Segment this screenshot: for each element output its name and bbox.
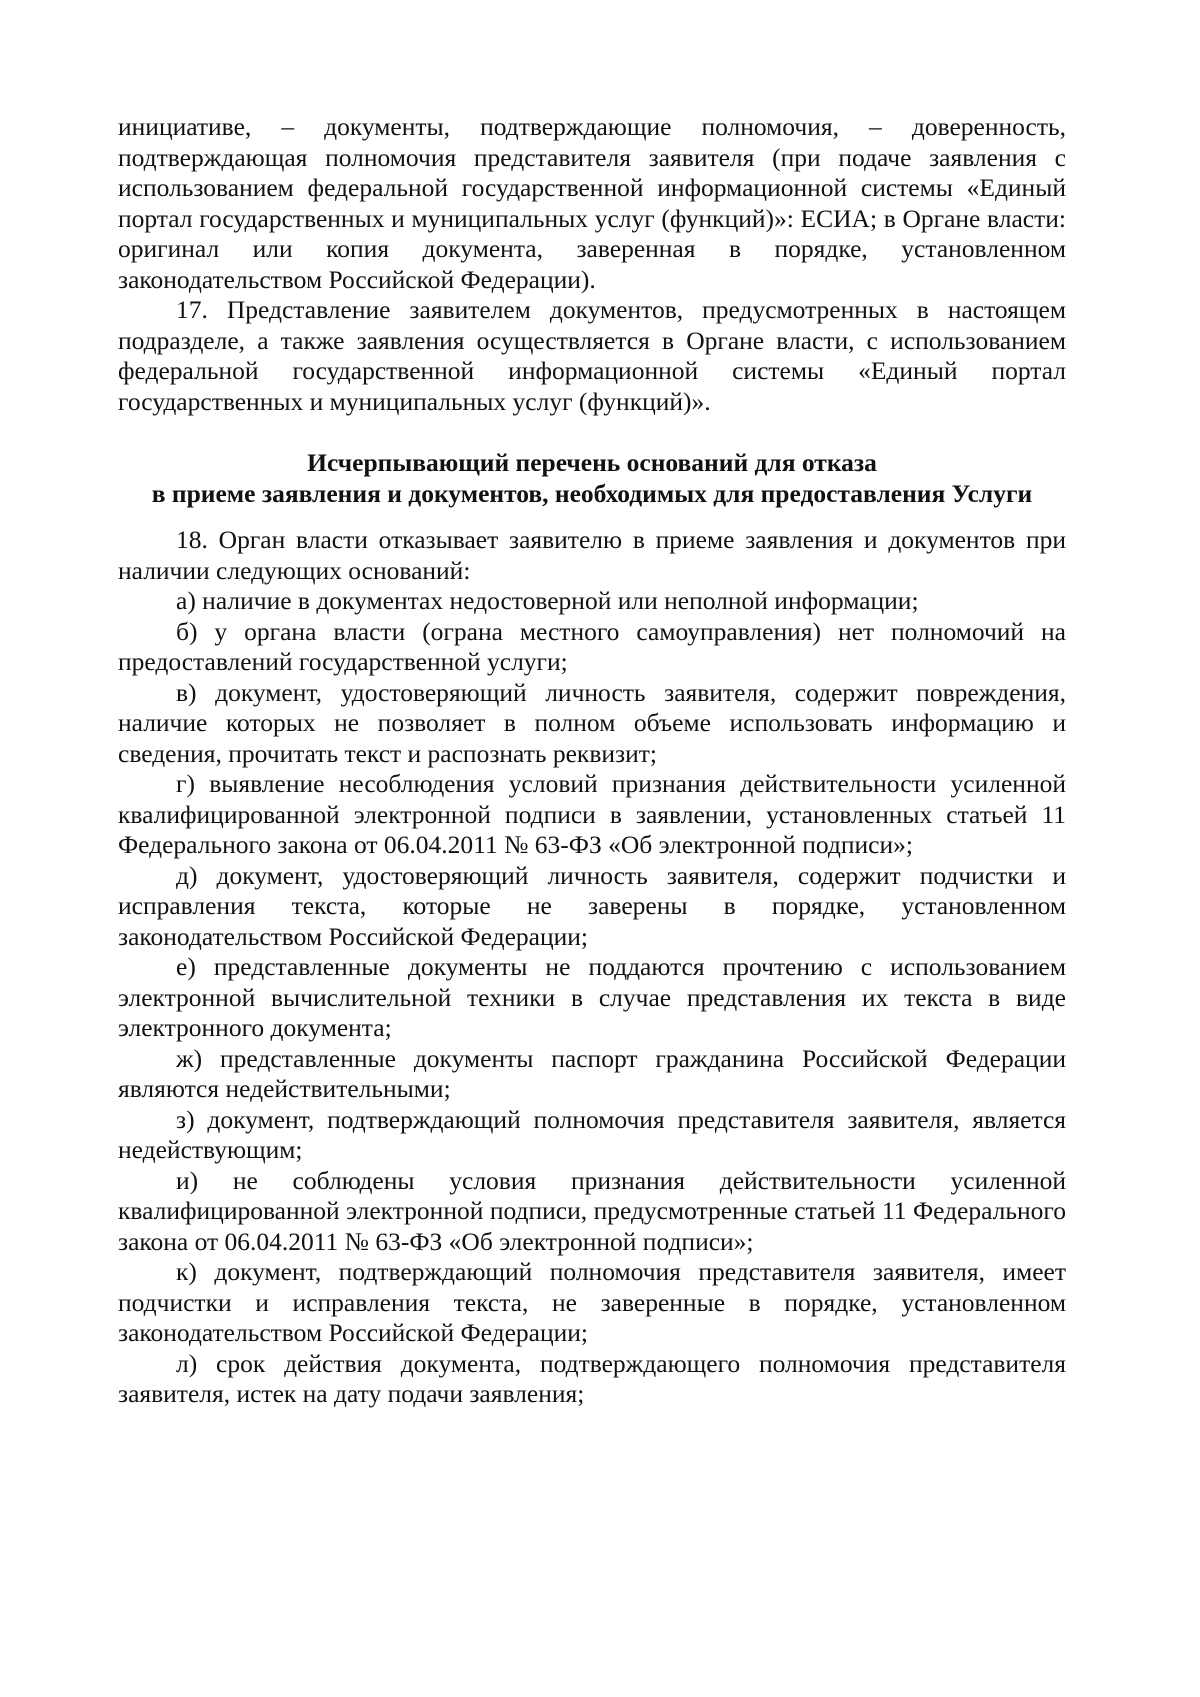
ground-zh: ж) представленные документы паспорт гражданина Российской Федерации являются недействительными; <box>118 1043 1066 1103</box>
ground-z: з) документ, подтверждающий полномочия представителя заявителя, является недействующим; <box>118 1104 1066 1164</box>
ground-e: е) представленные документы не поддаются прочтению с использованием электронной вычислительной техники в случае представления их текста в виде электронного документа; <box>118 952 1066 1042</box>
ground-k: к) документ, подтверждающий полномочия представителя заявителя, имеет подчистки и исправления текста, не заверенные в порядке, установленном законодательством Российской Федерации; <box>118 1257 1066 1347</box>
ground-l: л) срок действия документа, подтверждающего полномочия представителя заявителя, истек на дату подачи заявления; <box>118 1348 1066 1408</box>
ground-v: в) документ, удостоверяющий личность заявителя, содержит повреждения, наличие которых не позволяет в полном объеме использовать информацию и сведения, прочитать текст и распознать реквизит; <box>118 677 1066 768</box>
section-heading-line-1: Исчерпывающий перечень оснований для отказа <box>307 448 877 477</box>
ground-d: д) документ, удостоверяющий личность заявителя, содержит подчистки и исправления текста, которые не заверены в порядке, установленном законодательством Российской Федерации; <box>118 860 1066 951</box>
ground-i: и) не соблюдены условия признания действительности усиленной квалифицированной электронной подписи, предусмотренные статьей 11 Федерального закона от 06.04.2011 № 63-ФЗ «Об электронной подписи»; <box>118 1165 1066 1256</box>
ground-a: а) наличие в документах недостоверной или неполной информации; <box>176 586 919 615</box>
item-17-paragraph: 17. Представление заявителем документов, предусмотренных в настоящем подразделе, а также заявления осуществляется в Органе власти, с использованием федеральной государственной информационной системы «Единый портал государственных и муниципальных услуг (функций)». <box>118 295 1066 416</box>
item-18-paragraph: 18. Орган власти отказывает заявителю в приеме заявления и документов при наличии следующих оснований: <box>118 525 1066 585</box>
spacer <box>118 509 1066 525</box>
spacer <box>118 417 1066 447</box>
document-page <box>118 112 1066 1410</box>
intro-continuation-paragraph: инициативе, – документы, подтверждающие полномочия, – доверенность, подтверждающая полномочия представителя заявителя (при подаче заявления с использованием федеральной государственной информационной системы «Единый портал государственных и муниципальных услуг (функций)»: ЕСИА; в Органе власти: оригинал или копия документа, заверенная в порядке, установленном законодательством Российской Федерации). <box>118 112 1066 294</box>
ground-b: б) у органа власти (огрaна местного самоуправления) нет полномочий на предоставлений государственной услуги; <box>118 616 1066 676</box>
ground-g: г) выявление несоблюдения условий признания действительности усиленной квалифицированной электронной подписи в заявлении, установленных статьей 11 Федерального закона от 06.04.2011 № 63-ФЗ «Об электронной подписи»; <box>118 769 1066 859</box>
section-heading-line-2: в приеме заявления и документов, необходимых для предоставления Услуги <box>151 479 1033 508</box>
